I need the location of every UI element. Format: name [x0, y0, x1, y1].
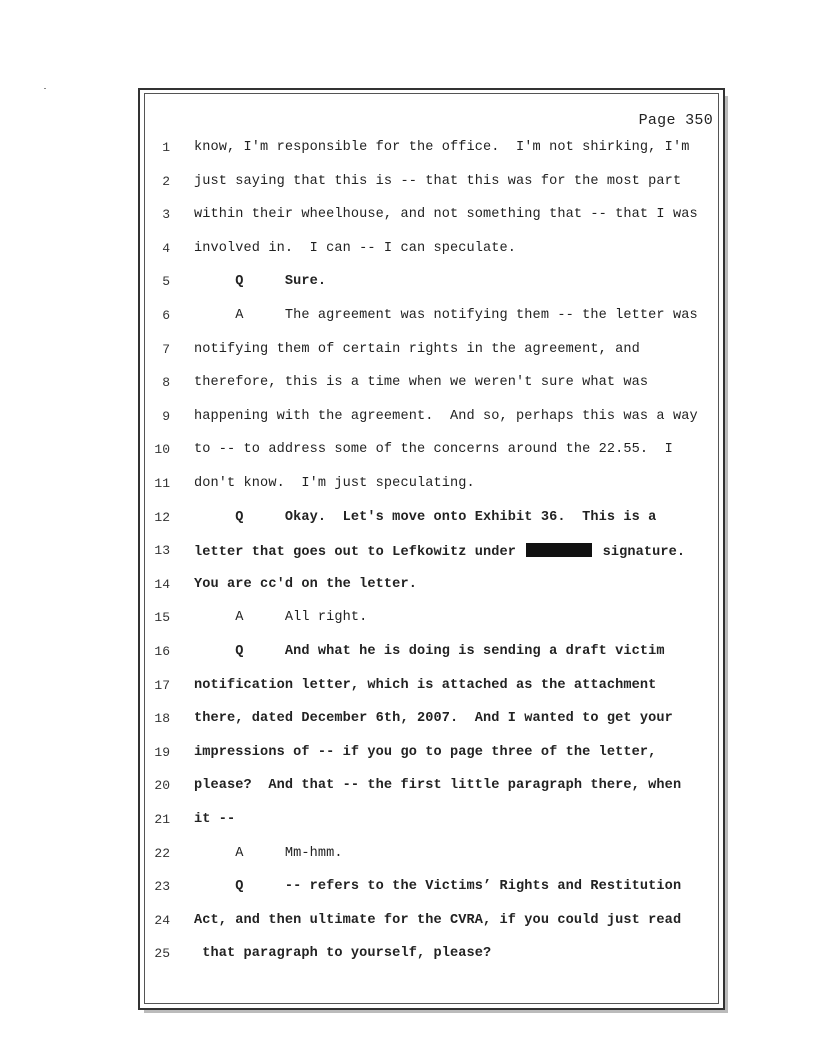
transcript-line: [0, 778, 816, 800]
line-number: 8: [162, 375, 170, 391]
line-number: 24: [154, 912, 170, 928]
line-number: 5: [162, 274, 170, 290]
line-number: 22: [154, 845, 170, 861]
scan-speck: [44, 88, 46, 89]
line-text: just saying that this is -- that this was for the most part: [194, 173, 682, 189]
line-number: 10: [154, 442, 170, 458]
line-text: notifying them of certain rights in the agreement, and: [194, 341, 640, 357]
line-text: know, I'm responsible for the office. I'm not shirking, I'm: [194, 140, 690, 155]
transcript-line: [0, 711, 816, 733]
line-text: involved in. I can -- I can speculate.: [194, 240, 517, 256]
line-number: 14: [154, 576, 170, 592]
line-number: 15: [154, 610, 170, 626]
transcript-line: [0, 543, 816, 565]
transcript-line: [0, 140, 816, 162]
line-number: 16: [154, 644, 170, 659]
transcript-line: [0, 510, 816, 532]
transcript-line: [0, 308, 816, 330]
line-number: 17: [154, 677, 170, 693]
page-number: Page 350: [638, 112, 713, 129]
transcript-line: [0, 476, 816, 498]
line-text: A Mm-hmm.: [194, 845, 343, 861]
transcript-line: [0, 913, 816, 935]
line-text: to -- to address some of the concerns around the 22.55. I: [194, 442, 673, 458]
line-text: within their wheelhouse, and not something that -- that I was: [194, 207, 698, 223]
transcript-line: [0, 241, 816, 263]
line-text: Act, and then ultimate for the CVRA, if you could just read: [194, 912, 682, 928]
line-text-before-redaction: letter that goes out to Lefkowitz under: [194, 545, 525, 561]
transcript-line: [0, 745, 816, 767]
line-number: 23: [154, 879, 170, 895]
transcript-line: [0, 678, 816, 700]
line-text-after-redaction: signature.: [594, 545, 686, 561]
transcript-line: [0, 342, 816, 364]
line-number: 3: [162, 207, 170, 223]
line-number: 11: [154, 476, 170, 491]
line-text: Q Okay. Let's move onto Exhibit 36. This is a: [194, 509, 657, 525]
line-text: Q -- refers to the Victims’ Rights and Restitution: [194, 879, 682, 895]
line-number: 25: [154, 946, 170, 962]
transcript-line: [0, 846, 816, 868]
line-text: there, dated December 6th, 2007. And I wanted to get your: [194, 711, 673, 727]
transcript-line: [0, 946, 816, 968]
transcript-line: [0, 207, 816, 229]
line-number: 6: [162, 308, 170, 323]
transcript-line: [0, 879, 816, 901]
redaction-block: [526, 543, 592, 557]
line-text: A The agreement was notifying them -- the letter was: [194, 308, 698, 323]
transcript-line: [0, 610, 816, 632]
transcript-line: [0, 174, 816, 196]
line-number: 7: [162, 341, 170, 357]
line-text: Q Sure.: [194, 274, 327, 290]
line-text: Q And what he is doing is sending a draft victim: [194, 644, 665, 659]
line-number: 13: [154, 543, 170, 559]
line-number: 21: [154, 812, 170, 827]
line-text: don't know. I'm just speculating.: [194, 476, 475, 491]
transcript-line: [0, 274, 816, 296]
line-number: 4: [162, 240, 170, 256]
line-text: notification letter, which is attached as the attachment: [194, 677, 657, 693]
line-text: happening with the agreement. And so, perhaps this was a way: [194, 408, 698, 424]
line-text: A All right.: [194, 610, 368, 626]
line-number: 9: [162, 408, 170, 424]
transcript-line: [0, 375, 816, 397]
transcript-line: [0, 409, 816, 431]
border-shadow-bottom: [144, 1010, 728, 1013]
line-number: 1: [162, 140, 170, 155]
line-text: impressions of -- if you go to page three of the letter,: [194, 744, 657, 760]
line-text: please? And that -- the first little paragraph there, when: [194, 778, 682, 794]
line-number: 20: [154, 778, 170, 794]
line-text: [194, 543, 685, 560]
line-number: 18: [154, 711, 170, 727]
transcript-line: [0, 644, 816, 666]
line-text: it --: [194, 812, 236, 827]
line-number: 19: [154, 744, 170, 760]
line-number: 12: [154, 509, 170, 525]
transcript-line: [0, 442, 816, 464]
line-text: You are cc'd on the letter.: [194, 576, 417, 592]
line-text: therefore, this is a time when we weren't sure what was: [194, 375, 649, 391]
line-text: that paragraph to yourself, please?: [194, 946, 492, 962]
transcript-line: [0, 577, 816, 599]
transcript-line: [0, 812, 816, 834]
line-number: 2: [162, 173, 170, 189]
